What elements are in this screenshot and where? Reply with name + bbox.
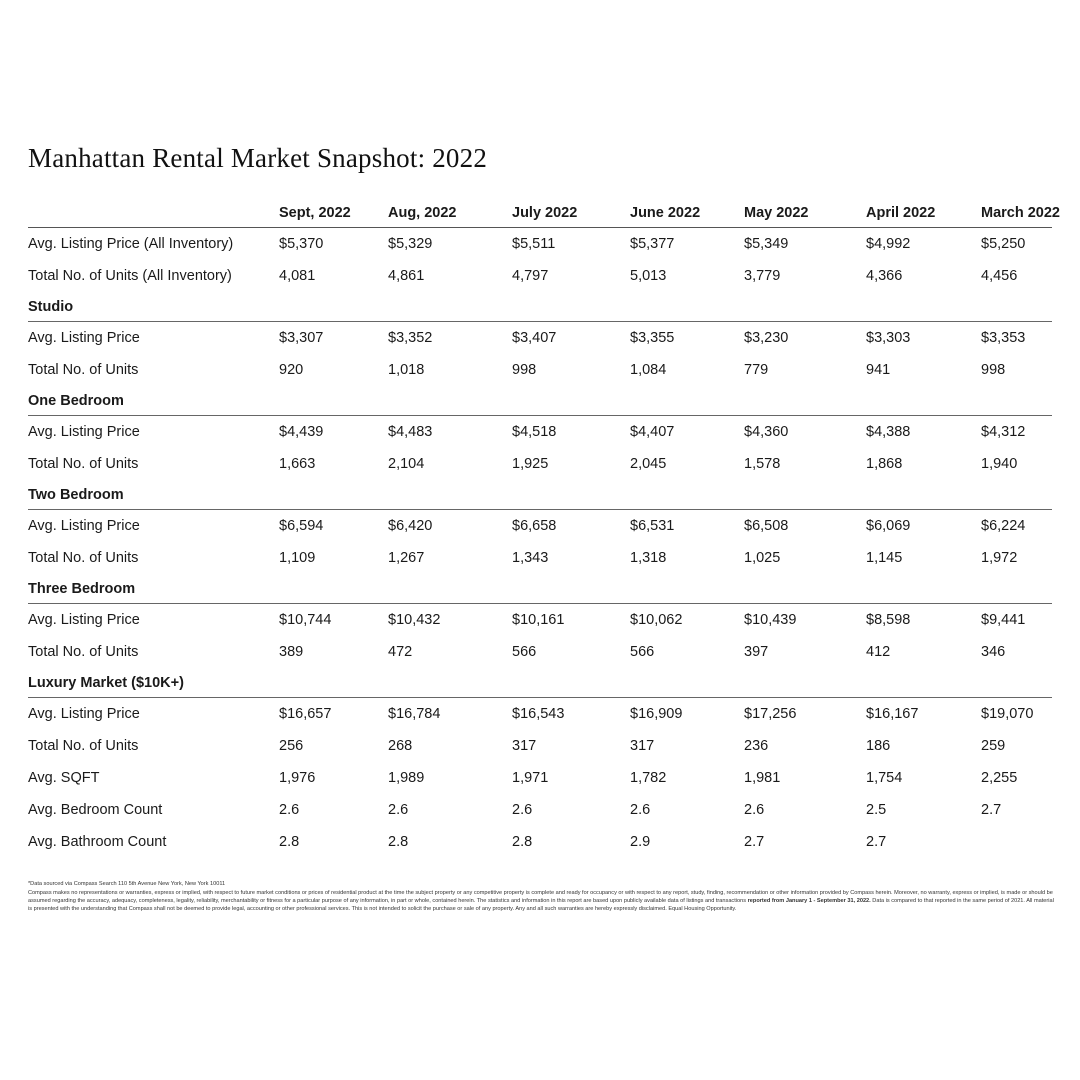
- table-row: [28, 416, 1052, 449]
- table-cell: $6,594: [279, 518, 324, 534]
- table-cell: 2.7: [866, 834, 887, 850]
- table-row: [28, 794, 1052, 826]
- section-header-row: [28, 480, 1052, 510]
- section-title: Two Bedroom: [28, 480, 1052, 510]
- section-header-row: [28, 386, 1052, 416]
- table-row: [28, 354, 1052, 386]
- table-cell: 1,084: [630, 362, 667, 378]
- table-cell: $6,508: [744, 518, 789, 534]
- table-cell: 2.6: [388, 802, 409, 818]
- table-cell: $4,360: [744, 424, 789, 440]
- table-cell: 256: [279, 738, 304, 754]
- table-cell: 1,025: [744, 550, 781, 566]
- table-cell: 2.8: [279, 834, 300, 850]
- table-cell: $16,784: [388, 706, 441, 722]
- table-row: [28, 762, 1052, 794]
- table-cell: $10,439: [744, 612, 797, 628]
- table-cell: $17,256: [744, 706, 797, 722]
- table-cell: 4,081: [279, 268, 316, 284]
- table-cell: 4,456: [981, 268, 1018, 284]
- table-cell: 3,779: [744, 268, 781, 284]
- table-cell: $10,161: [512, 612, 565, 628]
- table-cell: 1,971: [512, 770, 549, 786]
- table-cell: $4,518: [512, 424, 557, 440]
- table-cell: 5,013: [630, 268, 667, 284]
- table-cell: 412: [866, 644, 891, 660]
- column-header: April 2022: [866, 199, 981, 228]
- table-cell: 2,255: [981, 770, 1018, 786]
- table-cell: 236: [744, 738, 769, 754]
- table-cell: 397: [744, 644, 769, 660]
- table-cell: 2.8: [388, 834, 409, 850]
- table-row: [28, 826, 1052, 858]
- table-cell: $16,543: [512, 706, 565, 722]
- header-blank: [28, 199, 279, 228]
- table-cell: 566: [630, 644, 655, 660]
- table-cell: 1,754: [866, 770, 903, 786]
- table-cell: $9,441: [981, 612, 1026, 628]
- table-row: [28, 542, 1052, 574]
- footnote: [28, 880, 1054, 913]
- table-cell: 2.6: [630, 802, 651, 818]
- table-cell: $3,353: [981, 330, 1026, 346]
- section-title: Studio: [28, 292, 1052, 322]
- row-label: Avg. Listing Price: [28, 424, 140, 440]
- table-cell: 1,972: [981, 550, 1018, 566]
- table-cell: $3,352: [388, 330, 433, 346]
- table-cell: 2.9: [630, 834, 651, 850]
- table-cell: 2,045: [630, 456, 667, 472]
- table-cell: $5,329: [388, 236, 433, 252]
- row-label: Total No. of Units: [28, 456, 139, 472]
- table-cell: $3,355: [630, 330, 675, 346]
- table-cell: 1,145: [866, 550, 903, 566]
- row-label: Avg. SQFT: [28, 770, 100, 786]
- table-cell: $4,407: [630, 424, 675, 440]
- table-cell: 317: [630, 738, 655, 754]
- table-cell: $3,307: [279, 330, 324, 346]
- table-cell: $6,658: [512, 518, 557, 534]
- table-cell: $10,062: [630, 612, 683, 628]
- table-cell: $6,531: [630, 518, 675, 534]
- table-row: [28, 322, 1052, 355]
- row-label: Avg. Listing Price: [28, 330, 140, 346]
- table-row: [28, 636, 1052, 668]
- table-cell: $6,420: [388, 518, 433, 534]
- table-cell: $4,439: [279, 424, 324, 440]
- disclaimer-text: Compass makes no representations or warranties, express or implied, with respect to future market conditions or prices of residential product at the time the subject property or any competitive property is complete and ready for occupancy or with respect to any report, study, finding, recommendation or other information provided by Compass herein. Moreover, no warranty, express or implied, is made or should be assumed regarding the accuracy, adequacy, completeness, legality, reliability, merchantability or fitness for a particular purpose of any information, in part or whole, contained herein. The statistics and information in this report are based upon publicly available data of listings and transactions: [28, 890, 1053, 904]
- table-cell: 4,797: [512, 268, 549, 284]
- table-cell: $4,312: [981, 424, 1026, 440]
- table-cell: $3,407: [512, 330, 557, 346]
- page-title: Manhattan Rental Market Snapshot: 2022: [28, 143, 488, 173]
- table-cell: 566: [512, 644, 537, 660]
- row-label: Avg. Bathroom Count: [28, 834, 167, 850]
- table-cell: 920: [279, 362, 304, 378]
- section-header-row: [28, 574, 1052, 604]
- table-cell: 2,104: [388, 456, 425, 472]
- column-header: June 2022: [630, 199, 744, 228]
- disclaimer-text-end: Data is compared to that reported in the same period of 2021. All material is presented with the understanding that Compass shall not be deemed to provide legal, accounting or other professional services. This is not intended to solicit the purchase or sale of any property. Any and all such warranties are hereby expressly disclaimed. Equal Housing Opportunity.: [28, 898, 1054, 912]
- table-cell: 1,343: [512, 550, 549, 566]
- table-cell: $5,377: [630, 236, 675, 252]
- table-cell: $16,909: [630, 706, 683, 722]
- table-cell: 2.6: [744, 802, 765, 818]
- row-label: Total No. of Units (All Inventory): [28, 268, 232, 284]
- table-cell: $16,657: [279, 706, 332, 722]
- section-header-row: [28, 292, 1052, 322]
- table-cell: $6,069: [866, 518, 911, 534]
- table-cell: $16,167: [866, 706, 919, 722]
- table-cell: [981, 826, 1052, 858]
- table-cell: 2.8: [512, 834, 533, 850]
- table-cell: 1,318: [630, 550, 667, 566]
- table-row: [28, 260, 1052, 292]
- header-row: [28, 199, 1052, 228]
- table-cell: 1,782: [630, 770, 667, 786]
- table-cell: 4,861: [388, 268, 425, 284]
- table-row: [28, 228, 1052, 261]
- disclaimer-date-range: reported from January 1 - September 31, 2022.: [747, 898, 871, 904]
- table-cell: $5,250: [981, 236, 1026, 252]
- table-cell: $4,388: [866, 424, 911, 440]
- table-cell: 1,578: [744, 456, 781, 472]
- section-title: Luxury Market ($10K+): [28, 668, 1052, 698]
- table-cell: 941: [866, 362, 891, 378]
- table-cell: 1,981: [744, 770, 781, 786]
- table-cell: $6,224: [981, 518, 1026, 534]
- row-label: Avg. Listing Price: [28, 612, 140, 628]
- table-cell: 1,940: [981, 456, 1018, 472]
- table-cell: 259: [981, 738, 1006, 754]
- row-label: Avg. Listing Price: [28, 706, 140, 722]
- column-header: March 2022: [981, 199, 1052, 228]
- row-label: Avg. Bedroom Count: [28, 802, 163, 818]
- table-cell: $10,432: [388, 612, 441, 628]
- table-cell: 2.7: [744, 834, 765, 850]
- table-cell: 2.5: [866, 802, 887, 818]
- column-header: Aug, 2022: [388, 199, 512, 228]
- column-header: Sept, 2022: [279, 199, 388, 228]
- table-cell: 1,018: [388, 362, 425, 378]
- table-cell: $5,511: [512, 236, 556, 252]
- table-cell: 472: [388, 644, 413, 660]
- section-title: Three Bedroom: [28, 574, 1052, 604]
- table-cell: 1,109: [279, 550, 316, 566]
- table-cell: 998: [512, 362, 537, 378]
- row-label: Total No. of Units: [28, 644, 139, 660]
- table-cell: $5,349: [744, 236, 789, 252]
- row-label: Total No. of Units: [28, 362, 139, 378]
- table-row: [28, 510, 1052, 543]
- table-cell: 346: [981, 644, 1006, 660]
- table-cell: 998: [981, 362, 1006, 378]
- table-cell: 2.6: [279, 802, 300, 818]
- table-cell: 1,989: [388, 770, 425, 786]
- table-cell: 2.7: [981, 802, 1002, 818]
- row-label: Total No. of Units: [28, 550, 139, 566]
- table-cell: $4,483: [388, 424, 433, 440]
- column-header: July 2022: [512, 199, 630, 228]
- table-cell: 4,366: [866, 268, 903, 284]
- table-cell: $3,230: [744, 330, 789, 346]
- table-cell: 1,868: [866, 456, 903, 472]
- table-cell: 1,663: [279, 456, 316, 472]
- table-cell: 2.6: [512, 802, 533, 818]
- table-cell: 186: [866, 738, 891, 754]
- table-row: [28, 730, 1052, 762]
- column-header: May 2022: [744, 199, 866, 228]
- source-note: *Data sourced via Compass Search 110 5th Avenue New York, New York 10011: [28, 881, 226, 887]
- rental-snapshot-table: [28, 199, 1060, 858]
- section-title: One Bedroom: [28, 386, 1052, 416]
- table-cell: 1,267: [388, 550, 425, 566]
- table-cell: $3,303: [866, 330, 911, 346]
- table-row: [28, 448, 1052, 480]
- row-label: Avg. Listing Price: [28, 518, 140, 534]
- row-label: Avg. Listing Price (All Inventory): [28, 236, 234, 252]
- table-row: [28, 604, 1052, 637]
- table-cell: 268: [388, 738, 413, 754]
- row-label: Total No. of Units: [28, 738, 139, 754]
- section-header-row: [28, 668, 1052, 698]
- table-cell: $5,370: [279, 236, 324, 252]
- table-cell: $4,992: [866, 236, 911, 252]
- table-cell: $19,070: [981, 706, 1034, 722]
- table-cell: 389: [279, 644, 304, 660]
- table-cell: $10,744: [279, 612, 332, 628]
- table-cell: 1,925: [512, 456, 549, 472]
- table-row: [28, 698, 1052, 731]
- table-cell: 317: [512, 738, 537, 754]
- table-cell: $8,598: [866, 612, 911, 628]
- table-cell: 1,976: [279, 770, 316, 786]
- table-cell: 779: [744, 362, 769, 378]
